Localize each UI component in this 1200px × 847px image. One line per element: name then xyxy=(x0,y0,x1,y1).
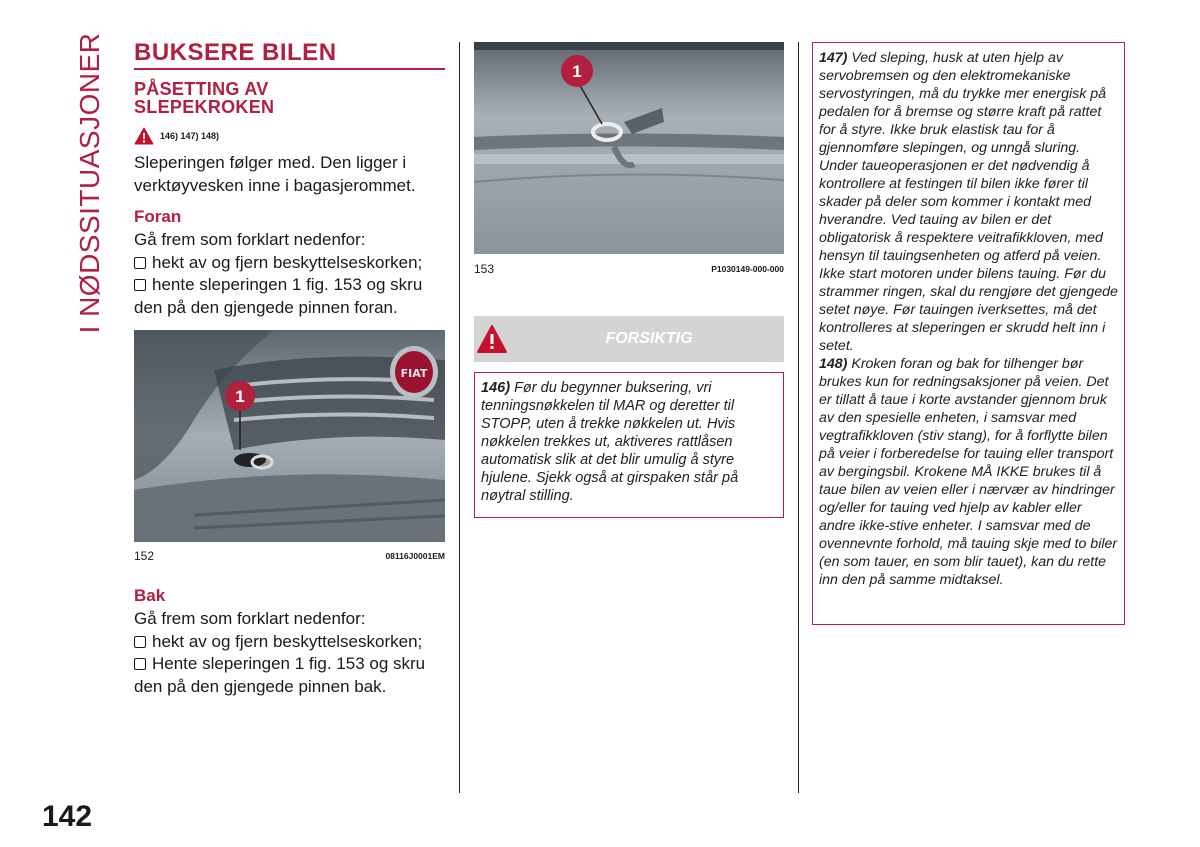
checkbox-bullet-icon xyxy=(134,636,146,648)
svg-text:1: 1 xyxy=(235,387,245,406)
svg-text:1: 1 xyxy=(572,62,582,81)
note-text-148: Kroken foran og bak for tilhenger bør brukes kun for redningsaksjoner på veien. Det er tillatt å taue i korte avstander gjennom bruk av den spesielle enheten, i samsvar med vegtrafikkloven (stiv stang), for å forflytte bilen på veier i forberedelse for tauing eller transport av bergingsbil. Krokene MÅ IKKE brukes til å taue bilen av veien eller i nærvær av hindringer og/eller for tauing ved hjelp av kabler eller andre ikke-stive enheter. I samsvar med de ovennevnte forhold, må tauing skje med to biler (en som tauer, en som blir tauet), kan du rette inn den på samme midtaksel. xyxy=(819,356,1118,588)
column-divider-1 xyxy=(459,42,460,793)
note-ref-146: 146) xyxy=(481,380,511,396)
caution-notes-147-148 xyxy=(812,42,1125,625)
warning-reference xyxy=(134,126,446,146)
figure-152-caption xyxy=(134,549,445,563)
warning-triangle-icon xyxy=(476,324,508,354)
chapter-side-tab xyxy=(72,32,108,334)
note-ref-148: 148) xyxy=(819,356,848,372)
front-intro: Gå frem som forklart nedenfor: xyxy=(134,230,366,249)
warning-triangle-icon xyxy=(134,127,154,145)
rear-step-1: hekt av og fjern beskyttelseskorken; xyxy=(134,631,446,654)
note-text-146: Før du begynner buksering, vri tenningsnøkkelen til MAR og deretter til STOPP, uten å trekke nøkkelen ut. Hvis nøkkelen trekkes ut, aktiveres rattlåsen automatisk slik at det blir umulig å styre hjulene. Sjekk også at girspaken står på nøytral stilling. xyxy=(481,380,739,504)
figure-152-number: 152 xyxy=(134,549,155,563)
checkbox-bullet-icon xyxy=(134,257,146,269)
rear-step-2: Hente sleperingen 1 fig. 153 og skru den på den gjengede pinnen bak. xyxy=(134,654,426,696)
figure-153-image xyxy=(474,42,784,254)
section-title: BUKSERE BILEN xyxy=(134,39,337,66)
checkbox-bullet-icon xyxy=(134,658,146,670)
rear-section xyxy=(134,586,446,698)
rear-heading: Bak xyxy=(134,586,166,605)
figure-152-image xyxy=(134,330,445,542)
intro-paragraph: Sleperingen følger med. Den ligger i verktøyvesken inne i bagasjerommet. xyxy=(134,153,416,195)
front-heading: Foran xyxy=(134,207,182,226)
note-text-147: Ved sleping, husk at uten hjelp av servobremsen og den elektromekaniske servostyringen, må du trykke mer energisk på pedalen for å bremse og større kraft på rattet for å styre. Ikke bruk elastisk tau for å gjennomføre slepingen, og unngå sluring. Under taueoperasjonen er det nødvendig å kontrollere at festingen til bilen ikke fører til skader på deler som kommer i kontakt med hverandre. Ved tauing av bilen er det obligatorisk å respektere veitrafikkloven, med hensyn til tauingsenheten og atferd på veien. Ikke start motoren under bilens tauing. Før du strammer ringen, skal du rengjøre det gjengede setet nøye. Før tauingen iverksettes, må det kontrolleres at sleperingen er skrudd helt inn i setet. xyxy=(819,50,1118,354)
subsection-title: PÅSETTING AV SLEPEKROKEN xyxy=(134,79,275,117)
title-rule xyxy=(134,68,445,70)
warning-ref-numbers: 146) 147) 148) xyxy=(160,131,220,141)
caution-header xyxy=(474,316,784,362)
figure-153-number: 153 xyxy=(474,262,495,276)
caution-note-146 xyxy=(474,372,784,518)
figure-153-caption xyxy=(474,262,784,276)
note-ref-147: 147) xyxy=(819,50,848,66)
column-divider-2 xyxy=(798,42,799,793)
figure-153-code: P1030149-000-000 xyxy=(711,264,784,274)
main-column xyxy=(134,40,446,319)
figure-152-code: 08116J0001EM xyxy=(385,551,445,561)
front-step-2: hente sleperingen 1 fig. 153 og skru den på den gjengede pinnen foran. xyxy=(134,275,423,317)
chapter-side-tab-label: I NØDSSITUASJONER xyxy=(74,32,105,334)
page-number: 142 xyxy=(42,800,93,833)
front-step-1: hekt av og fjern beskyttelseskorken; xyxy=(134,252,446,275)
rear-intro: Gå frem som forklart nedenfor: xyxy=(134,609,366,628)
checkbox-bullet-icon xyxy=(134,279,146,291)
fiat-logo: FIAT xyxy=(400,367,428,380)
caution-title: FORSIKTIG xyxy=(605,330,693,347)
